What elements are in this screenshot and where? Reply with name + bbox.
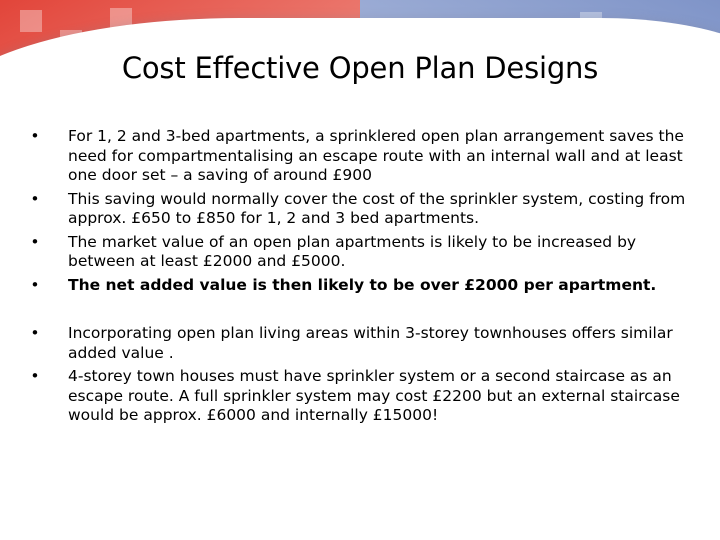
list-item-text: 4-storey town houses must have sprinkler system or a second staircase as an escape route. A full sprinkler system may cost £2200 but an external staircase would be approx. £6000 and internally £15000! — [68, 367, 680, 424]
bullet-icon: • — [30, 324, 40, 342]
bullet-icon: • — [30, 367, 40, 385]
bullet-icon: • — [30, 275, 40, 294]
list-item — [28, 276, 700, 296]
list-item-text: For 1, 2 and 3-bed apartments, a sprinklered open plan arrangement saves the need for compartmentalising an escape route with an internal wall and at least one door set – a saving of around £900 — [68, 127, 684, 184]
bullet-icon: • — [30, 189, 40, 208]
list-item — [28, 324, 700, 363]
list-item-text: Incorporating open plan living areas within 3-storey townhouses offers similar added value . — [68, 324, 673, 362]
list-item-text-emphasis: The net added value is then likely to be over £2000 per apartment. — [68, 275, 657, 294]
bullet-icon: • — [30, 127, 40, 145]
list-item — [28, 127, 700, 186]
bullet-list-primary — [28, 127, 700, 299]
bullet-icon: • — [30, 232, 40, 251]
list-item — [28, 367, 700, 426]
list-item — [28, 190, 700, 229]
bullet-list-secondary — [28, 324, 700, 430]
slide-title: Cost Effective Open Plan Designs — [121, 51, 599, 85]
list-item — [28, 233, 700, 272]
list-item-text: The market value of an open plan apartments is likely to be increased by between at least £2000 and £5000. — [68, 232, 637, 270]
list-item-text: This saving would normally cover the cost of the sprinkler system, costing from approx. £650 to £850 for 1, 2 and 3 bed apartments. — [68, 189, 686, 227]
